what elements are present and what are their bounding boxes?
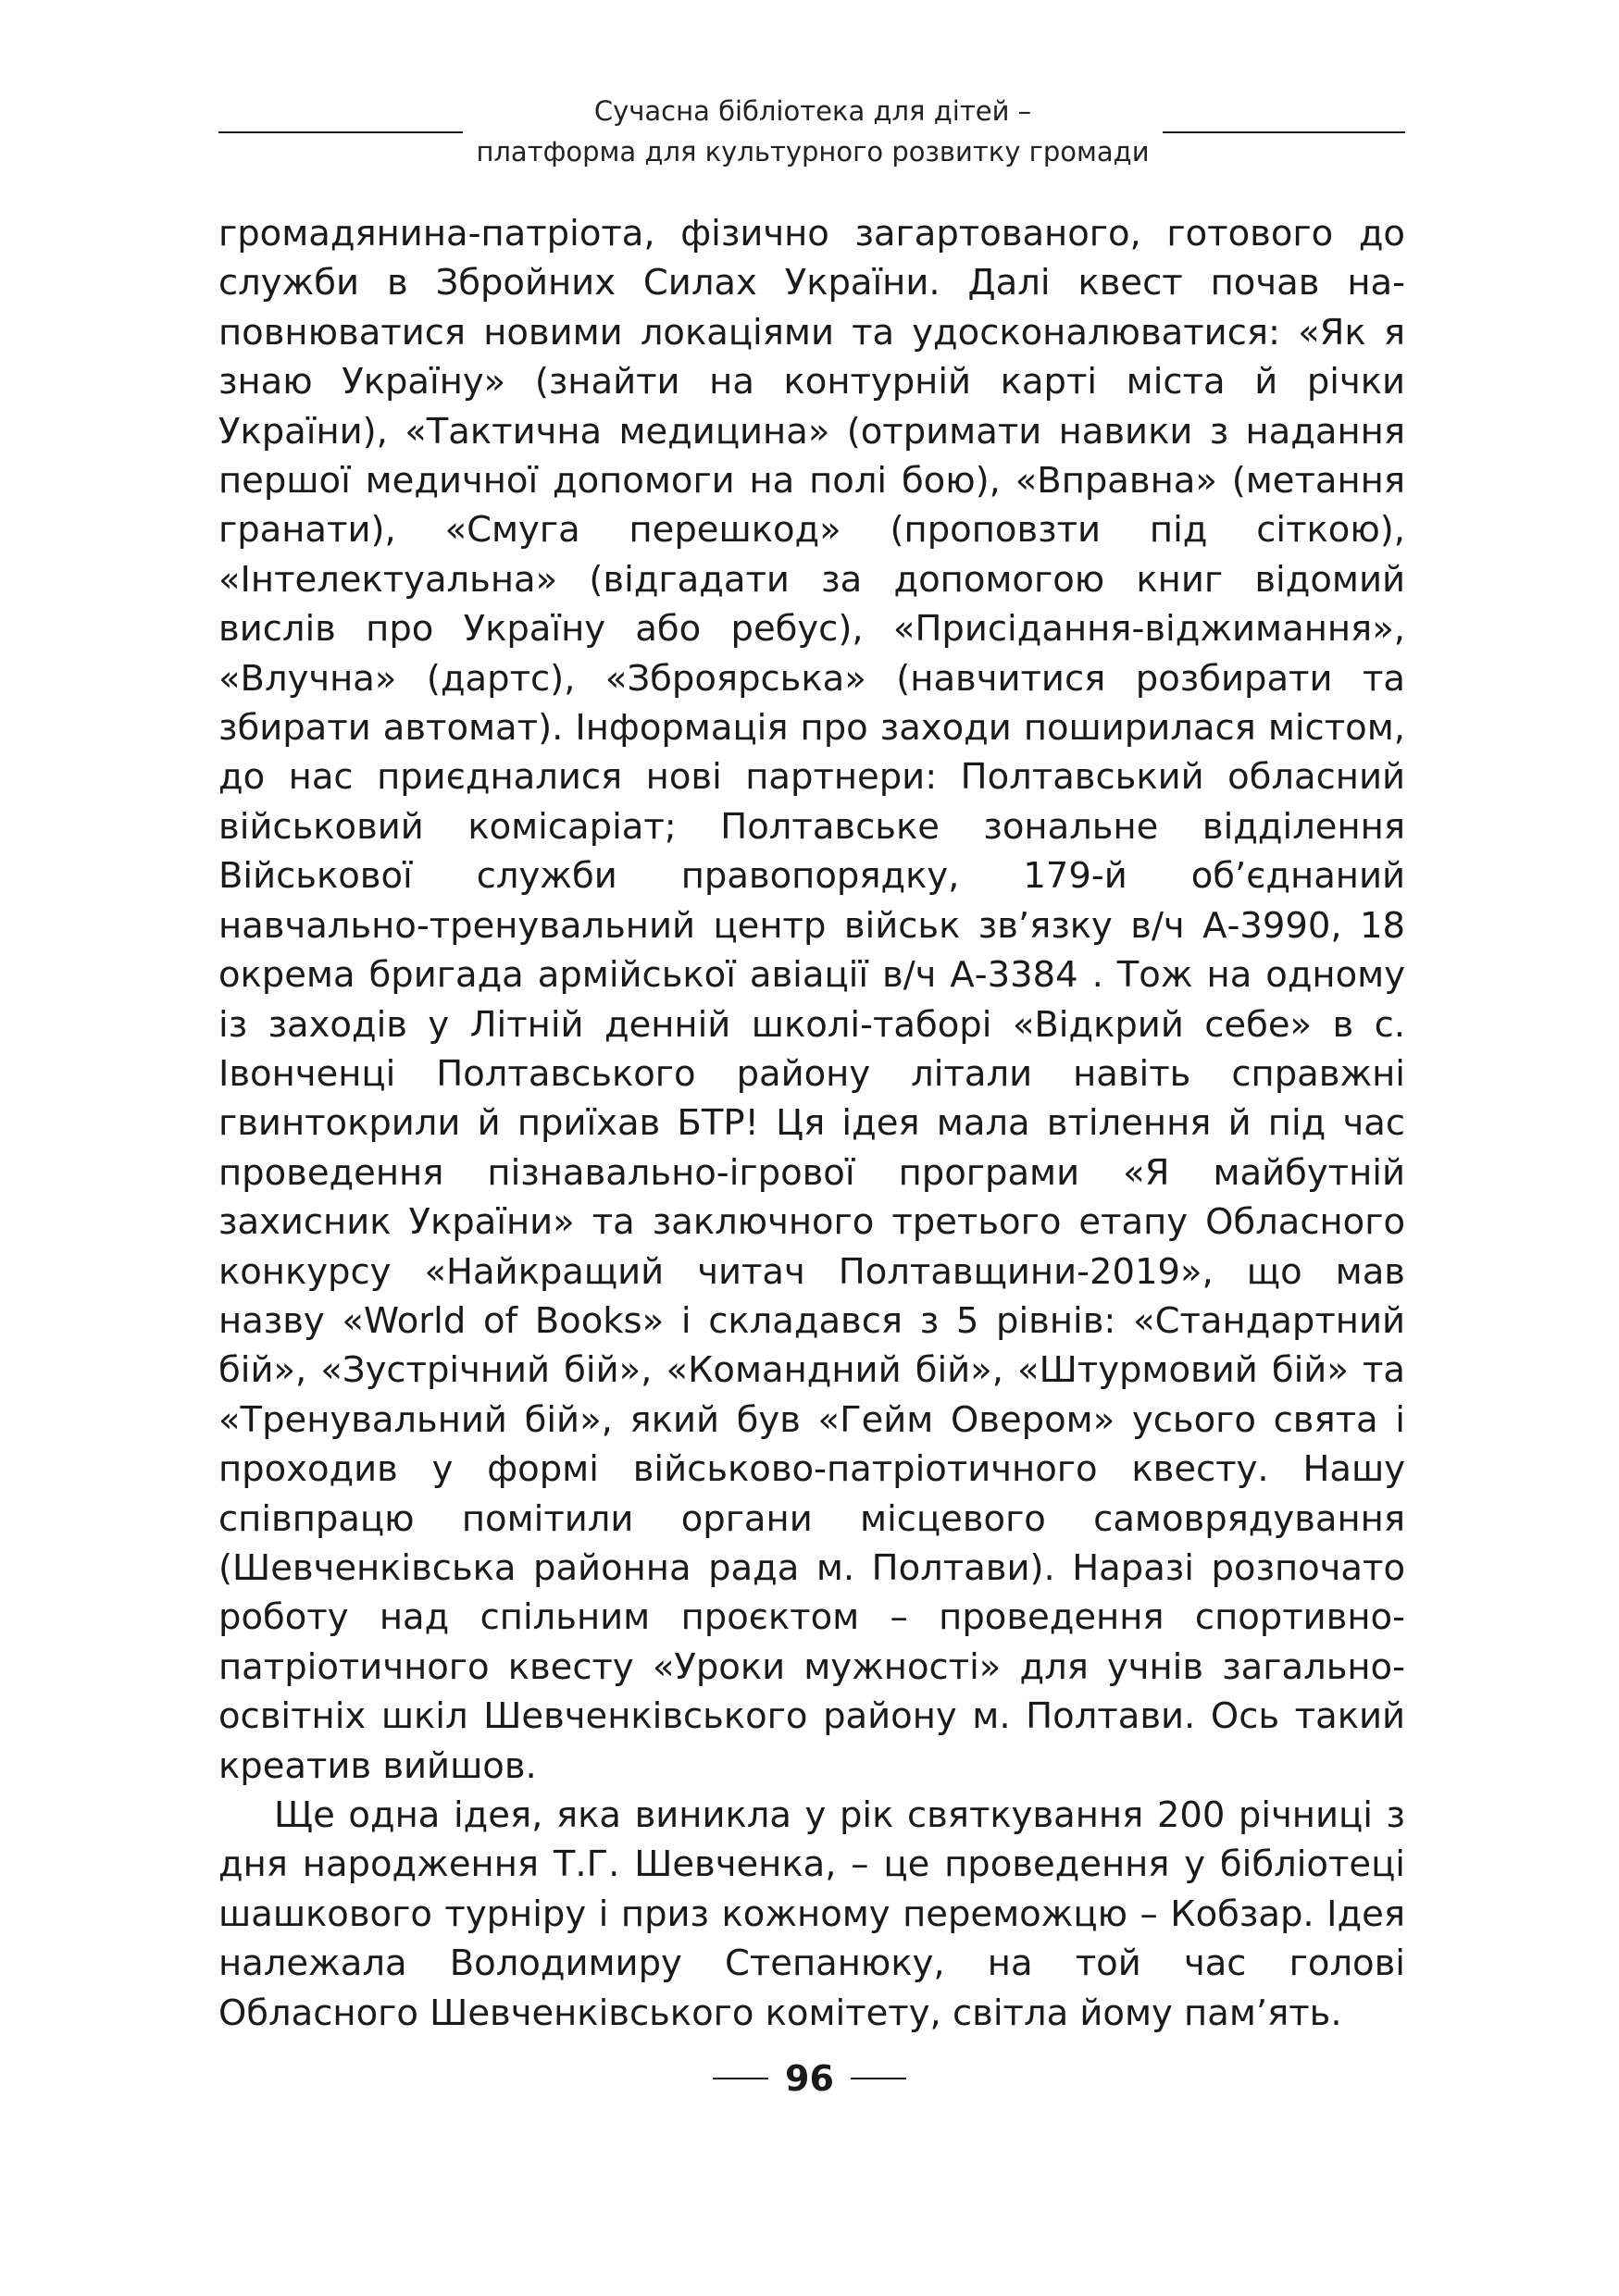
footer-rule-left [713, 2078, 768, 2079]
page-number: 96 [785, 2058, 834, 2099]
page-footer [0, 2051, 1619, 2106]
header-rule-right [1163, 131, 1405, 133]
body-paragraph-2: Ще одна ідея, яка виникла у рік святкування 200 річниці з дня народження Т.Г. Шевченка, – це проведення у бібліотеці шашкового турніру і приз кожному переможцю – Кобзар. Ідея належала Володимиру Степанюку, на той час голові Обласного Шевченківського комітету, світла йому пам’ять. [218, 1794, 1405, 2034]
body-paragraph-1: громадянина-патріота, фізично загартованого, готового до служби в Збройних Силах України. Далі квест почав наповнюватися новими локаціями та удосконалюватися: «Як я знаю Україну» (знайти на контурній карті міста й річки України), «Тактична медицина» (отримати навики з надання першої медичної допомоги на полі бою), «Вправна» (метання гранати), «Смуга перешкод» (проповзти під сіткою), «Інтелектуальна» (відгадати за допомогою книг відомий вислів про Україну або ребус), «Присідання-віджимання», «Влучна» (дартс), «Зброярська» (навчитися розбирати та збирати автомат). Інформація про заходи поширилася містом, до нас приєдналися нові партнери: Полтавський обласний військовий комісаріат; Полтавське зональне відділення Військової служби правопорядку, 179-й об’єднаний навчально-тренувальний центр військ зв’язку в/ч А-3990, 18 окрема бригада армійської авіації в/ч А-3384 . Тож на одному із заходів у Літній денній школі-таборі «Відкрий себе» в с. Івонченці Полтавського району літали навіть справжні гвинтокрили й приїхав БТР! Ця ідея мала втілення й під час проведення пізнавально-ігрової програми «Я майбутній захисник України» та заключного третього етапу Обласного конкурсу «Найкращий читач Полтавщини-2019», що мав назву «World of Books» і складався з 5 рівнів: «Стандартний бій», «Зустрічний бій», «Командний бій», «Штурмовий бій» та «Тренувальний бій», який був «Гейм Овером» усього свята і проходив у формі військово-патріотичного квесту. Нашу співпрацю помітили органи місцевого самоврядування (Шевченківська районна рада м. Полтави). Наразі розпочато роботу над спільним проєктом – проведення спортивно-патріотичного квесту «Уроки мужності» для учнів загально-освітніх шкіл Шевченківського району м. Полтави. Ось такий креатив вийшов. [218, 213, 1405, 1787]
running-header [218, 91, 1405, 174]
footer-rule-right [851, 2078, 906, 2079]
header-line-2: платформа для культурного розвитку громади [476, 136, 1150, 168]
header-rule-left [218, 131, 463, 133]
running-header-title [463, 91, 1163, 172]
main-text [218, 209, 1405, 2038]
header-line-1: Сучасна бібліотека для дітей – [593, 95, 1032, 127]
